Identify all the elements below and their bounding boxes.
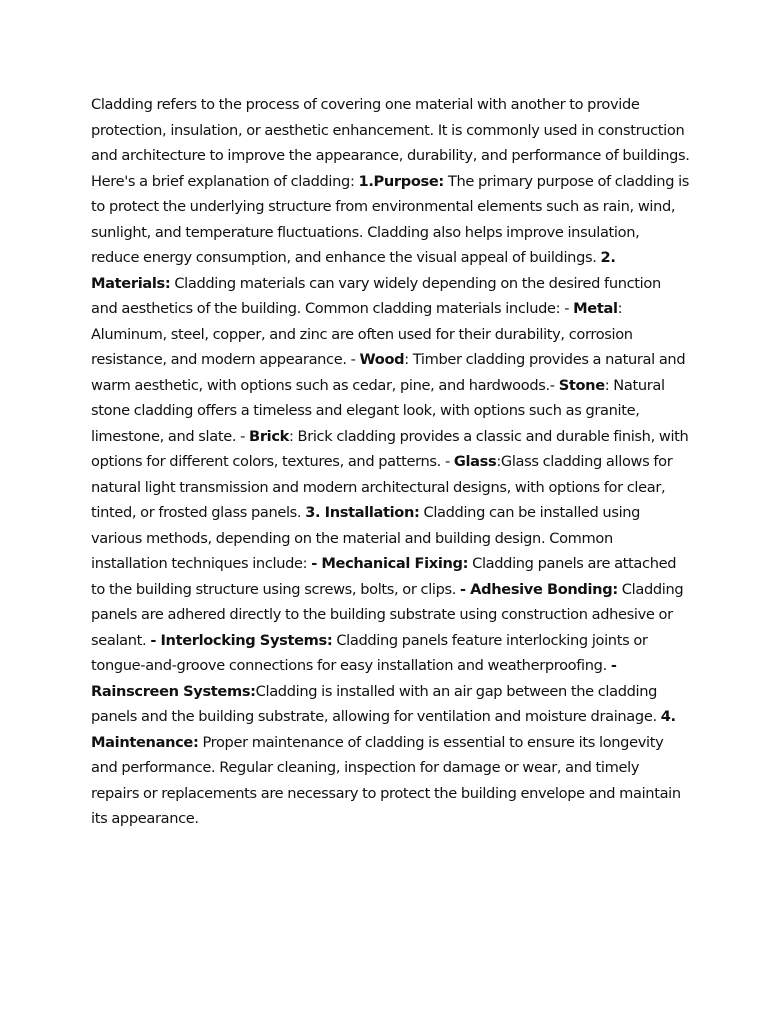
materials-text: Cladding materials can vary widely depending on the desired function and aesthetics of the building. Common cladding materials include: -	[91, 274, 661, 317]
brick-text: : Brick cladding provides a classic and durable finish, with options for different colors, textures, and patterns. -	[91, 427, 689, 470]
intro-text: Cladding refers to the process of covering one material with another to provide protection, insulation, or aesthetic enhancement. It is commonly used in construction and architecture to improve the appearance, durability, and performance of buildings. Here's a brief explanation of cladding:	[91, 96, 690, 190]
maintenance-text: Proper maintenance of cladding is essential to ensure its longevity and performance. Regular cleaning, inspection for damage or wear, and timely repairs or replacements are necessary to protect the building envelope and maintain its appearance.	[91, 733, 681, 827]
purpose-text: The primary purpose of cladding is to protect the underlying structure from environmental elements such as rain, wind, sunlight, and temperature fluctuations. Cladding also helps improve insulation, reduce energy consumption, and enhance the visual appeal of buildings.	[91, 172, 690, 266]
brick-label: Brick	[249, 427, 289, 445]
glass-text: :Glass cladding allows for natural light transmission and modern architectural designs, with options for clear, tinted, or frosted glass panels.	[91, 453, 673, 521]
wood-label: Wood	[359, 351, 405, 368]
mechanical-fixing-text: Cladding panels are attached to the building structure using screws, bolts, or clips.	[91, 555, 677, 598]
rainscreen-systems-text: Cladding is installed with an air gap between the cladding panels and the building substrate, allowing for ventilation and moisture drainage.	[91, 682, 661, 725]
interlocking-systems-text: Cladding panels feature interlocking joints or tongue-and-groove connections for easy installation and weatherproofing.	[91, 631, 648, 674]
document-page	[91, 92, 691, 832]
metal-text: : Aluminum, steel, copper, and zinc are often used for their durability, corrosion resistance, and modern appearance. -	[91, 300, 633, 368]
maintenance-heading: 4. Maintenance:	[91, 708, 676, 751]
materials-heading: 2. Materials:	[91, 249, 616, 292]
stone-text: : Natural stone cladding offers a timeless and elegant look, with options such as granite, limestone, and slate. -	[91, 376, 665, 445]
installation-text: Cladding can be installed using various methods, depending on the material and building design. Common installation techniques include:	[91, 504, 641, 572]
installation-heading: 3. Installation:	[305, 504, 420, 521]
wood-text: : Timber cladding provides a natural and warm aesthetic, with options such as cedar, pine, and hardwoods.-	[91, 351, 686, 394]
adhesive-bonding-label: - Adhesive Bonding:	[460, 580, 618, 598]
glass-label: Glass	[453, 453, 497, 470]
metal-label: Metal	[573, 300, 618, 317]
stone-label: Stone	[558, 376, 605, 394]
purpose-heading: 1.Purpose:	[358, 172, 444, 190]
rainscreen-systems-label: - Rainscreen Systems:	[91, 657, 617, 700]
body-paragraph	[91, 92, 691, 832]
adhesive-bonding-text: Cladding panels are adhered directly to the building substrate using construction adhesive or sealant.	[91, 580, 684, 649]
mechanical-fixing-label: - Mechanical Fixing:	[311, 555, 469, 572]
interlocking-systems-label: - Interlocking Systems:	[150, 631, 333, 649]
